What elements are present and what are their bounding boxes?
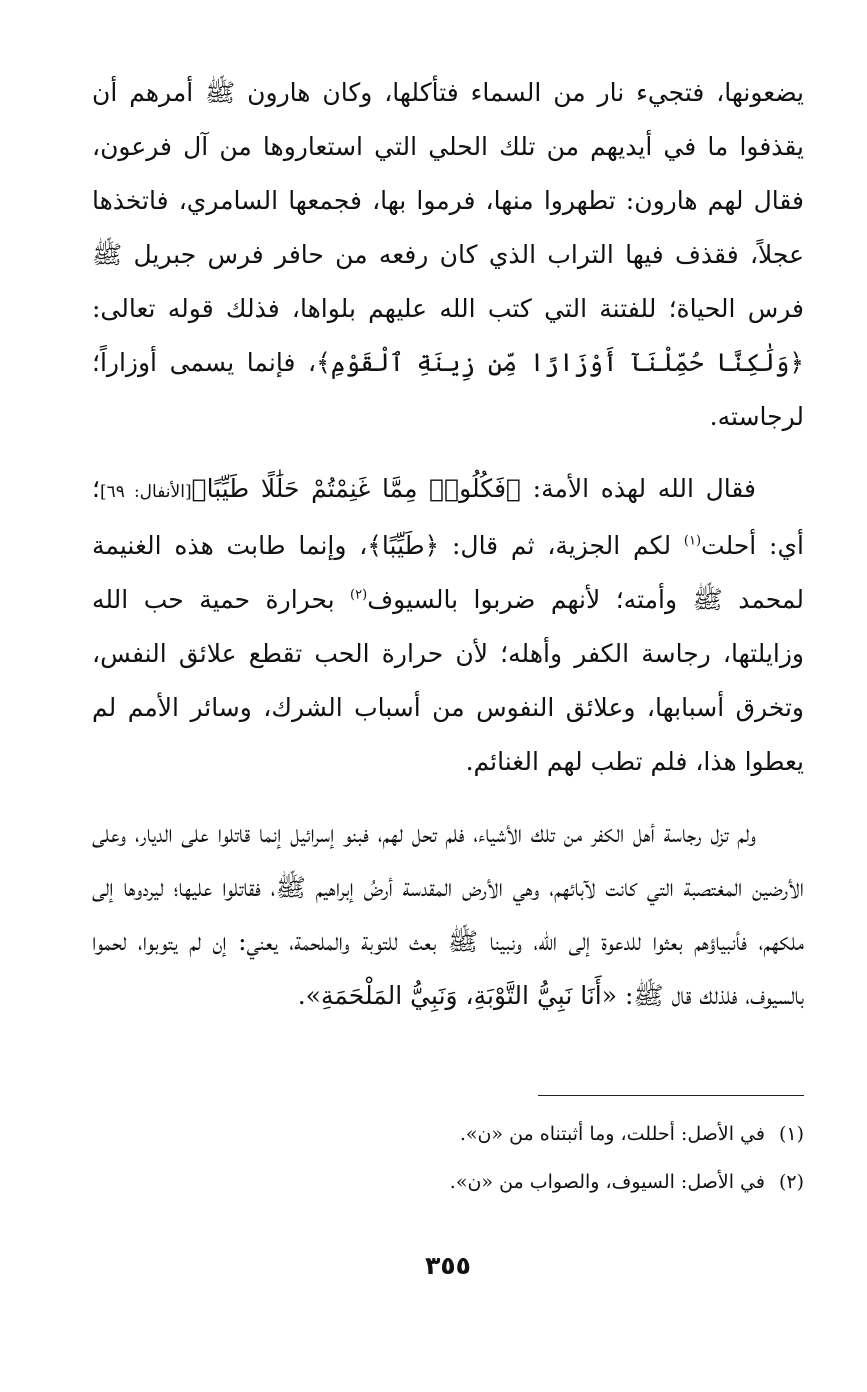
quran-verse-2: ﴿فَكُلُوا۟ مِمَّا غَنِمْتُمْ حَلَٰلًا طَيِّبًا﴾ <box>191 474 522 503</box>
paragraph-1-text-a: يضعونها، فتجيء نار من السماء فتأكلها، وكان هارون ﷺ أمرهم أن يقذفوا ما في أيديهم من تلك الحلي التي استعاروها من آل فرعون، فقال لهم هارون: تطهروا منها، فرموا بها، فجمعها السامري، فاتخذها عجلاً، فقذف فيها التراب الذي كان رفعه من حافر فرس جبريل ﷺ فرس الحياة؛ للفتنة التي كتب الله عليهم بلواها، فذلك قوله تعالى: <box>92 78 804 323</box>
paragraph-1 <box>92 66 804 444</box>
paragraph-2-text-d: ، وإنما طابت هذه الغنيمة لمحمد ﷺ وأمته؛ لأنهم ضربوا بالسيوف <box>92 531 804 614</box>
paragraph-2-text-a: فقال الله لهذه الأمة: <box>521 474 756 503</box>
paragraph-2-text-b: ؛ أي: أحلت <box>92 474 804 560</box>
paragraph-3 <box>92 807 804 1023</box>
footnote-2-number: (٢) <box>778 1171 804 1193</box>
paragraph-1-text-b: ، فإنما يسمى أوزاراً؛ لرجاسته. <box>92 348 804 431</box>
footnote-1-text: في الأصل: أحللت، وما أثبتناه من «ن». <box>459 1123 765 1145</box>
paragraph-2 <box>92 462 804 789</box>
book-page <box>92 66 804 1376</box>
footnote-separator <box>538 1095 804 1096</box>
quran-verse-3: ﴿طَيِّبًا﴾ <box>367 531 440 560</box>
hadith-quote: «أَنَا نَبِيُّ التَّوْبَةِ، وَنَبِيُّ المَلْحَمَةِ» <box>305 981 618 1010</box>
paragraph-2-text-e: بحرارة حمية حب الله وزايلتها، رجاسة الكفر وأهله؛ لأن حرارة الحب تقطع علائق النفس، وتخرق أسبابها، وعلائق النفوس من أسباب الشرك، وسائر الأمم لم يعطوا هذا، فلم تطب لهم الغنائم. <box>92 585 804 776</box>
paragraph-3-text-b: . <box>297 981 306 1010</box>
page-number: ٣٥٥ <box>425 1251 471 1280</box>
verse-citation: [الأنفال: ٦٩] <box>99 482 192 502</box>
footnote-2 <box>92 1158 804 1206</box>
footnote-2-text: في الأصل: السيوف، والصواب من «ن». <box>449 1171 765 1193</box>
footnotes <box>92 1110 804 1206</box>
footnote-1-number: (١) <box>778 1123 804 1145</box>
paragraph-2-text-c: لكم الجزية، ثم قال: <box>439 531 684 560</box>
footnote-ref-2: (٢) <box>350 587 368 603</box>
footnote-1 <box>92 1110 804 1158</box>
paragraph-3-text-a: ولم تزل رجاسة أهل الكفر من تلك الأشياء، فلم تحل لهم، فبنو إسرائيل إنما قاتلوا على الديار، وعلى الأرضين المغتصبة التي كانت لآبائهم، وهي الأرض المقدسة أرضُ إبراهيم ﷺ، فقاتلوا عليها؛ ليردوها إلى ملكهم، فأنبياؤهم بعثوا للدعوة إلى الله، ونبينا ﷺ بعث للتوبة والملحمة، يعني: إن لم يتوبوا، لحموا بالسيوف، فلذلك قال ﷺ: <box>92 819 804 1010</box>
quran-verse-1: ﴿وَلَٰكِنَّا حُمِّلْنَآ أَوْزَارًا مِّن زِينَةِ ٱلْقَوْمِ﴾ <box>316 348 805 377</box>
footnote-ref-1: (١) <box>683 533 702 549</box>
